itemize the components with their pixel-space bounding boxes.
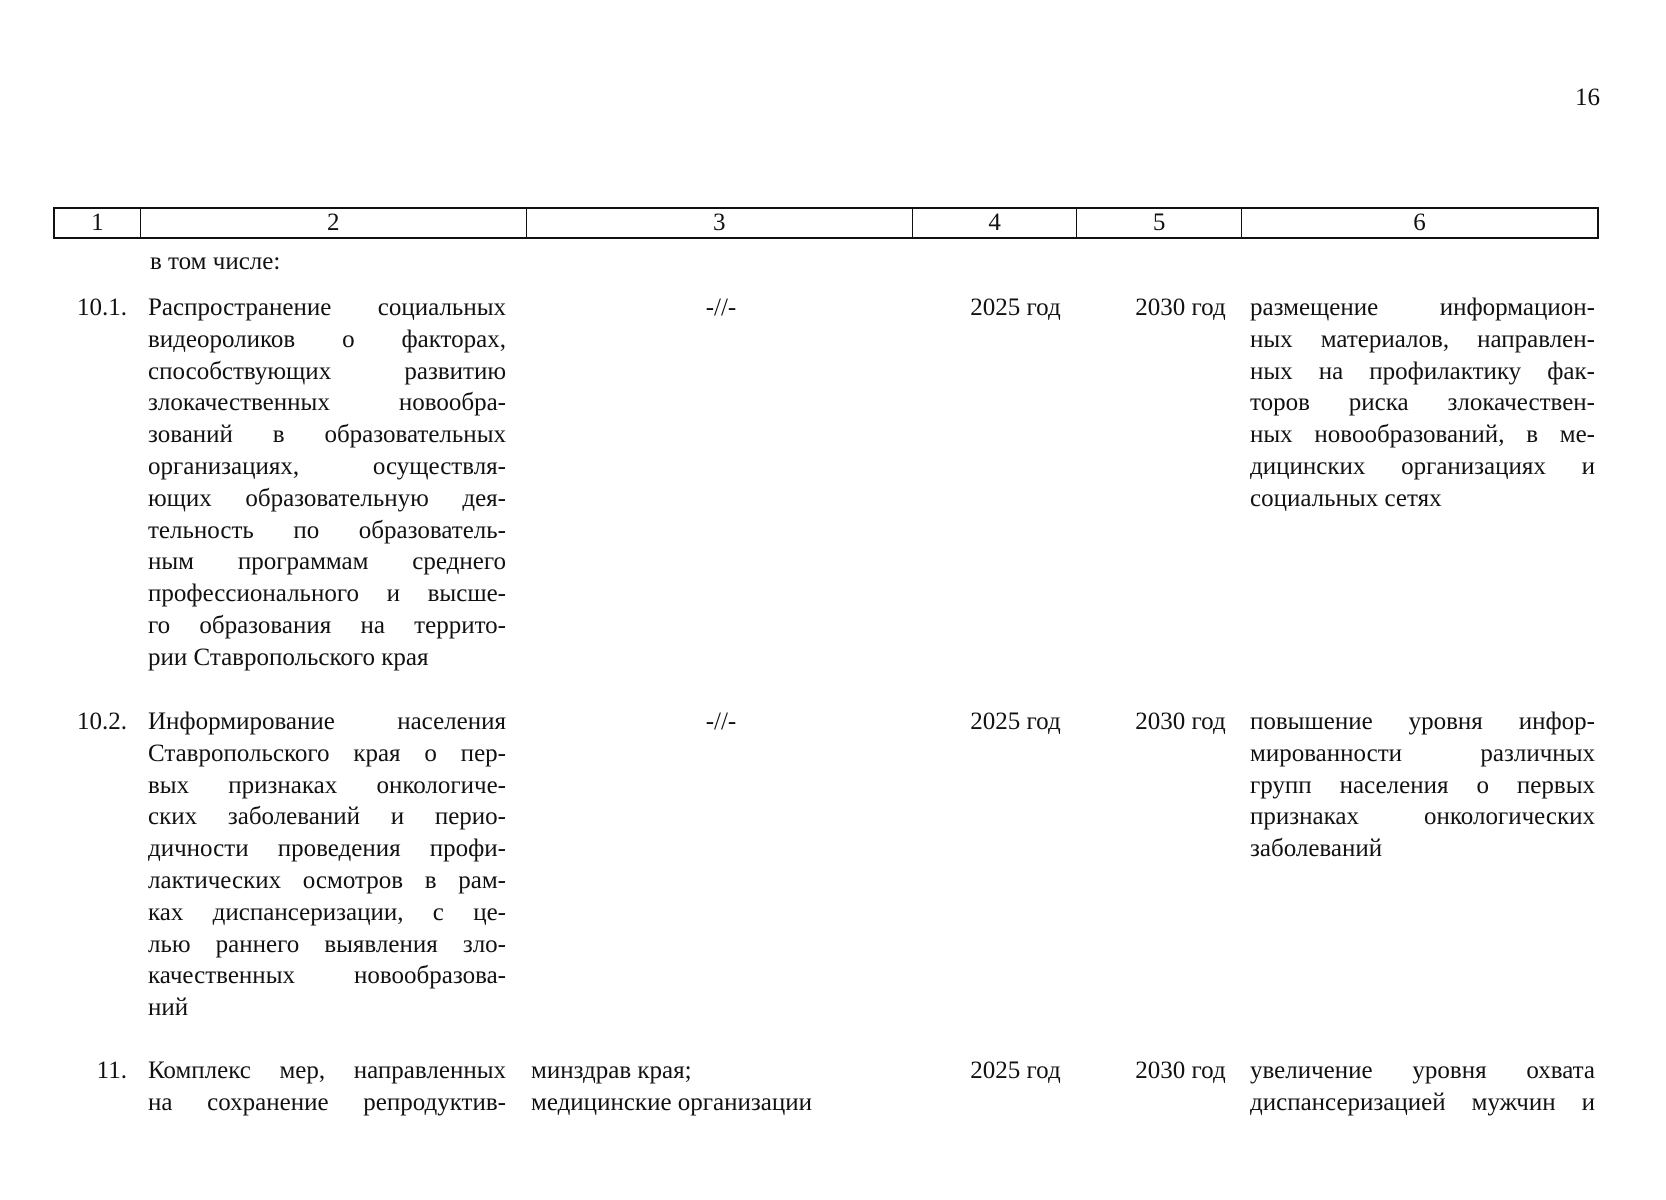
name-line: вых признаках онкологиче- <box>148 771 506 799</box>
name-line: ках диспансеризации, с це- <box>148 898 506 926</box>
table-header-col-5: 5 <box>1077 209 1242 237</box>
result-line: социальных сетях <box>1250 484 1442 512</box>
executor-line: -//- <box>705 708 737 735</box>
table-header-col-6: 6 <box>1413 209 1426 236</box>
row-result <box>1250 706 1595 865</box>
name-line: профессионального и высше- <box>148 580 506 608</box>
row-name <box>148 1055 506 1119</box>
name-line: го образования на террито- <box>148 611 506 639</box>
result-line: ных материалов, направлен- <box>1250 325 1595 353</box>
row-start-year: 2025 год <box>970 294 1061 321</box>
page-number: 16 <box>1575 84 1600 111</box>
row-name <box>148 292 506 674</box>
name-line: качественных новообразова- <box>148 962 506 990</box>
result-line: повышение уровня инфор- <box>1250 708 1595 735</box>
name-line: ющих образовательную дея- <box>148 484 506 512</box>
name-line: Распространение социальных <box>148 294 506 321</box>
row-start-year: 2025 год <box>970 1057 1061 1084</box>
row-name <box>148 706 506 1024</box>
name-line: тельность по образователь- <box>148 516 506 544</box>
table-header-col-2: 2 <box>141 209 527 237</box>
name-line: зований в образовательных <box>148 421 506 449</box>
table-header-row <box>53 207 1599 239</box>
row-number: 10.2. <box>77 708 127 735</box>
subheading-including: в том числе: <box>150 248 281 275</box>
table-header-col-4: 4 <box>913 209 1078 237</box>
executor-line: минздрав края; <box>531 1057 692 1084</box>
name-line: организациях, осуществля- <box>148 452 506 480</box>
result-line: торов риска злокачествен- <box>1250 389 1595 417</box>
table-header-col-1: 1 <box>55 209 141 237</box>
name-line: злокачественных новообра- <box>148 389 506 417</box>
result-line: ных новообразований, в ме- <box>1250 421 1595 449</box>
name-line: лью раннего выявления зло- <box>148 930 506 958</box>
result-line: диспансеризацией мужчин и <box>1250 1088 1595 1116</box>
result-line: размещение информацион- <box>1250 294 1595 321</box>
result-line: заболеваний <box>1250 835 1383 863</box>
executor-line: -//- <box>705 294 737 321</box>
table-header-col-3: 3 <box>527 209 913 237</box>
row-executor <box>531 706 911 738</box>
executor-line: медицинские организации <box>531 1088 813 1116</box>
name-line: способствующих развитию <box>148 357 506 385</box>
row-end-year: 2030 год <box>1135 294 1226 321</box>
row-end-year: 2030 год <box>1135 708 1226 735</box>
name-line: дичности проведения профи- <box>148 835 506 863</box>
row-result <box>1250 1055 1595 1119</box>
row-start-year: 2025 год <box>970 708 1061 735</box>
row-end-year: 2030 год <box>1135 1057 1226 1084</box>
name-line: лактических осмотров в рам- <box>148 866 506 894</box>
name-line: видеороликов о факторах, <box>148 325 506 353</box>
result-line: групп населения о первых <box>1250 771 1595 799</box>
name-line: ний <box>148 994 189 1022</box>
name-line: ным программам среднего <box>148 548 506 576</box>
row-number: 11. <box>96 1057 127 1084</box>
result-line: ных на профилактику фак- <box>1250 357 1595 385</box>
name-line: Ставропольского края о пер- <box>148 739 506 767</box>
name-line: ских заболеваний и перио- <box>148 803 506 831</box>
row-executor <box>531 292 911 324</box>
row-result <box>1250 292 1595 515</box>
result-line: увеличение уровня охвата <box>1250 1057 1595 1084</box>
row-executor <box>531 1055 911 1119</box>
result-line: мированности различных <box>1250 739 1595 767</box>
name-line: рии Ставропольского края <box>148 643 429 671</box>
result-line: признаках онкологических <box>1250 803 1595 831</box>
name-line: Информирование населения <box>148 708 506 735</box>
result-line: дицинских организациях и <box>1250 452 1595 480</box>
row-number: 10.1. <box>77 294 127 321</box>
name-line: Комплекс мер, направленных <box>148 1057 506 1084</box>
name-line: на сохранение репродуктив- <box>148 1088 506 1116</box>
